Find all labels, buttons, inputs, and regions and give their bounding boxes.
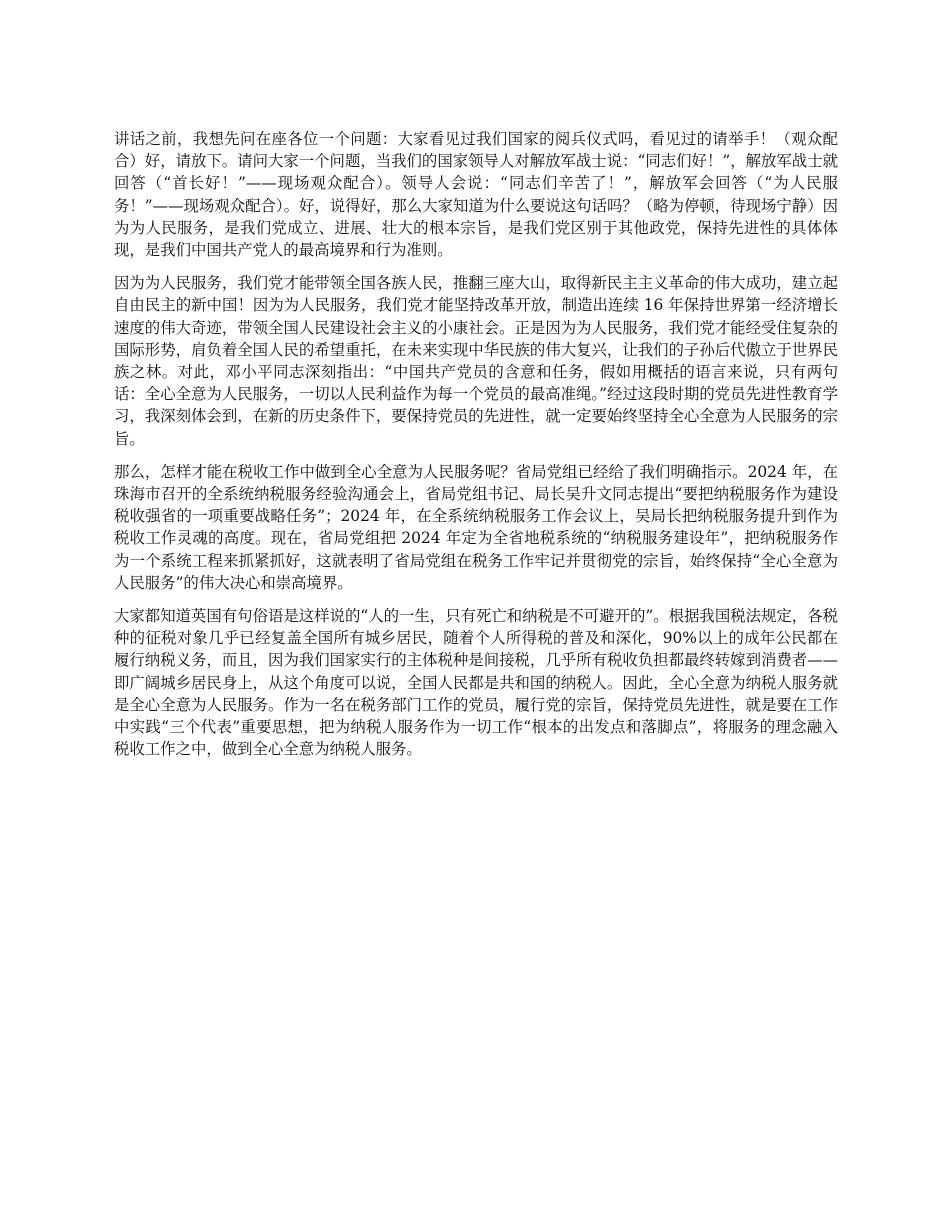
paragraph-1: 讲话之前，我想先问在座各位一个问题：大家看见过我们国家的阅兵仪式吗，看见过的请举手！（观众配合）好，请放下。请问大家一个问题，当我们的国家领导人对解放军战士说：“同志们好！”，解放军战士就回答（“首长好！”——现场观众配合）。领导人会说：“同志们辛苦了！”，解放军会回答（“为人民服务！”——现场观众配合）。好，说得好，那么大家知道为什么要说这句话吗？（略为停顿，待现场宁静）因为为人民服务，是我们党成立、进展、壮大的根本宗旨，是我们党区别于其他政党，保持先进性的具体体现，是我们中国共产党人的最高境界和行为准则。: [114, 130, 838, 260]
paragraph-4: 大家都知道英国有句俗语是这样说的“人的一生，只有死亡和纳税是不可避开的”。根据我国税法规定，各税种的征税对象几乎已经复盖全国所有城乡居民，随着个人所得税的普及和深化，90%以上的成年公民都在履行纳税义务，而且，因为我们国家实行的主体税种是间接税，几乎所有税收负担都最终转嫁到消费者——即广阔城乡居民身上，从这个角度可以说，全国人民都是共和国的纳税人。因此，全心全意为纳税人服务就是全心全意为人民服务。作为一名在税务部门工作的党员，履行党的宗旨，保持党员先进性，就是要在工作中实践“三个代表”重要思想，把为纳税人服务作为一切工作“根本的出发点和落脚点”，将服务的理念融入税收工作之中，做到全心全意为纳税人服务。: [114, 607, 838, 759]
paragraph-2: 因为为人民服务，我们党才能带领全国各族人民，推翻三座大山，取得新民主主义革命的伟大成功，建立起自由民主的新中国！因为为人民服务，我们党才能坚持改革开放，制造出连续 16 年保持世界第一经济增长速度的伟大奇迹，带领全国人民建设社会主义的小康社会。正是因为为人民服务，我们党才能经受住复杂的国际形势，肩负着全国人民的希望重托，在未来实现中华民族的伟大复兴，让我们的子孙后代傲立于世界民族之林。对此，邓小平同志深刻指出：“中国共产党员的含意和任务，假如用概括的语言来说，只有两句话：全心全意为人民服务，一切以人民利益作为每一个党员的最高准绳。”经过这段时期的党员先进性教育学习，我深刻体会到，在新的历史条件下，要保持党员的先进性，就一定要始终坚持全心全意为人民服务的宗旨。: [114, 274, 838, 448]
document-body: [114, 128, 838, 771]
paragraph-3: 那么，怎样才能在税收工作中做到全心全意为人民服务呢？省局党组已经给了我们明确指示。2024 年，在珠海市召开的全系统纳税服务经验沟通会上，省局党组书记、局长吴升文同志提出“要把纳税服务作为建设税收强省的一项重要战略任务”；2024 年，在全系统纳税服务工作会议上，吴局长把纳税服务提升到作为税收工作灵魂的高度。现在，省局党组把 2024 年定为全省地税系统的“纳税服务建设年”，把纳税服务作为一个系统工程来抓紧抓好，这就表明了省局党组在税务工作牢记并贯彻党的宗旨，始终保持“全心全意为人民服务”的伟大决心和崇高境界。: [114, 462, 838, 592]
